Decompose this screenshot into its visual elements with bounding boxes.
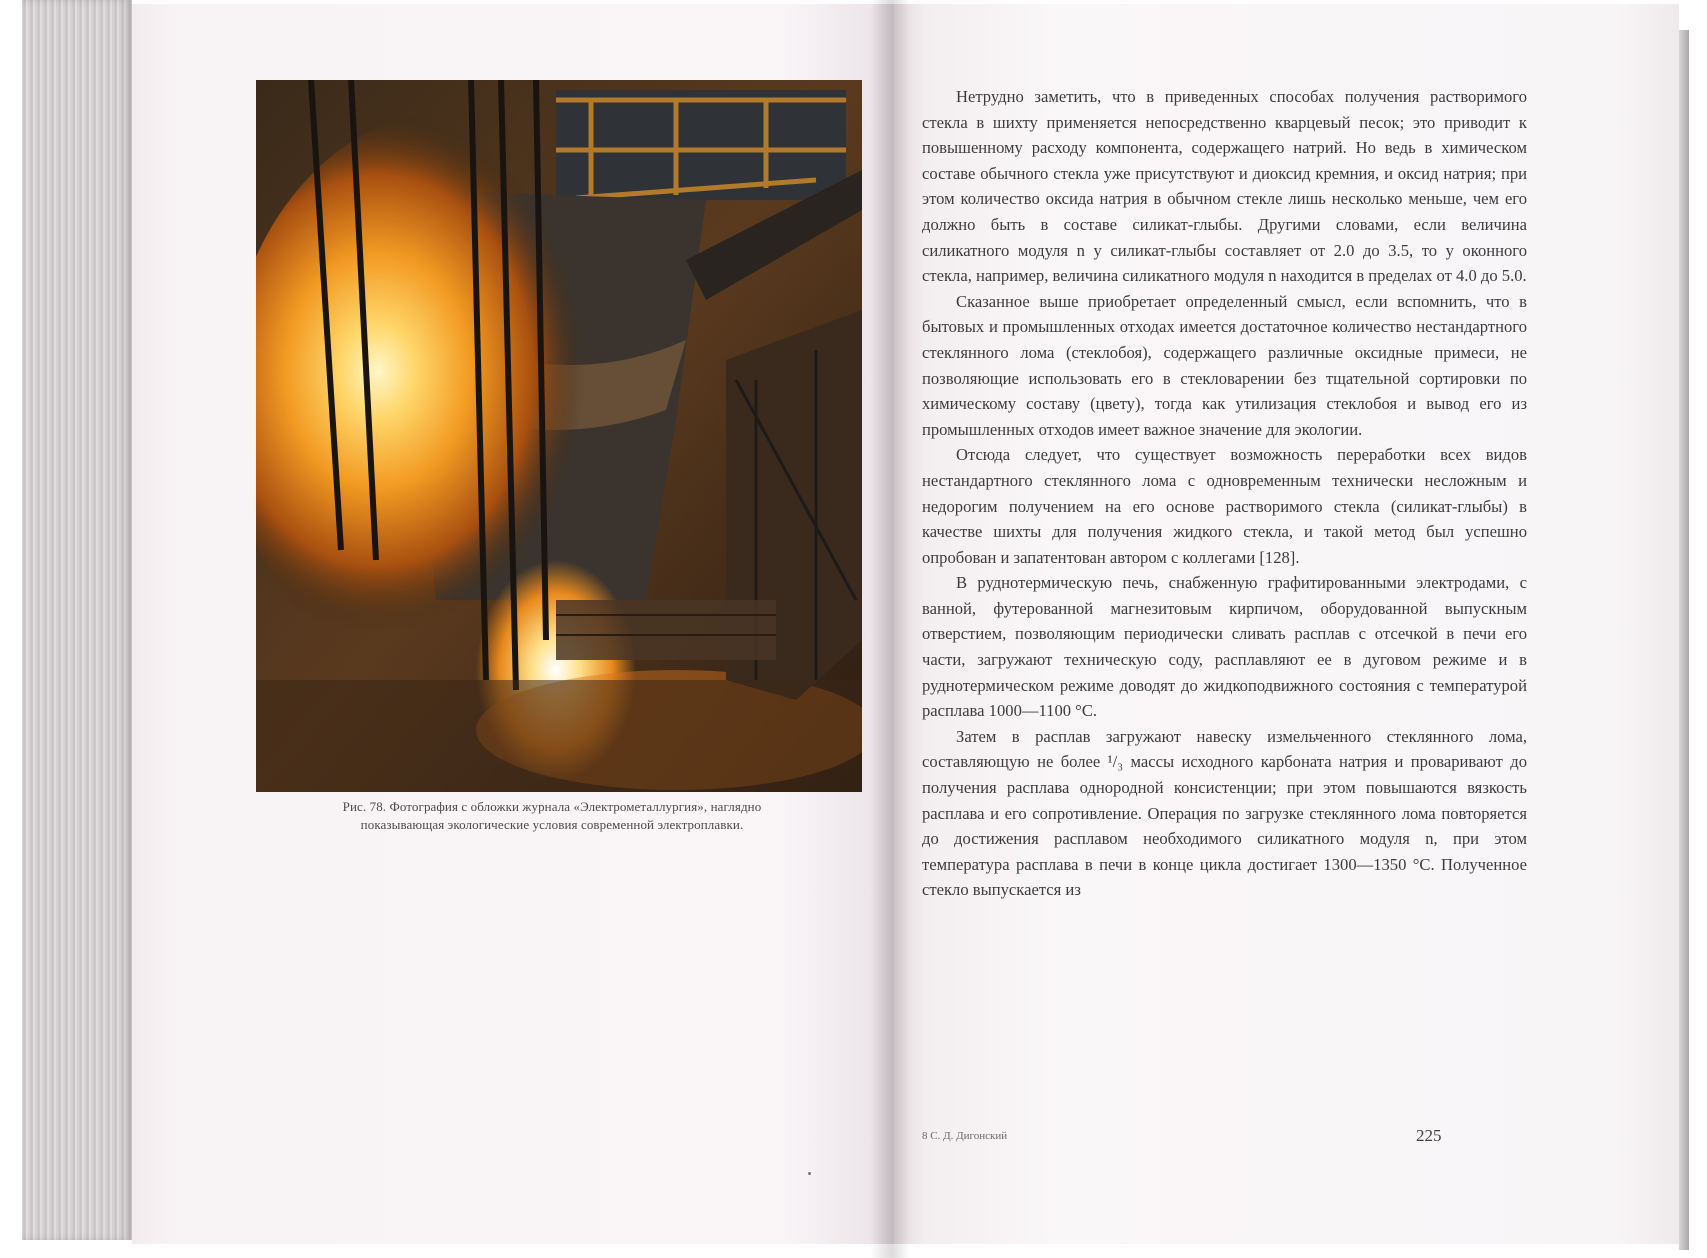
paragraph-1: Нетрудно заметить, что в приведенных способах получения растворимого стекла в шихту применяется непосредственно кварцевый песок; это приводит к повышенному расходу компонента, содержащего натрий. Но ведь в химическом составе обычного стекла уже присутствуют и диоксид кремния, и оксид натрия; при этом количество оксида натрия в обычном стекле лишь несколько меньше, чем его должно быть в составе силикат-глыбы. Другими словами, если величина силикатного модуля n у силикат-глыбы составляет от 2.0 до 3.5, то у оконного стекла, например, величина силикатного модуля n находится в пределах от 4.0 до 5.0. (922, 87, 1527, 286)
page-number: 225 (1416, 1126, 1442, 1145)
figure-caption (232, 798, 872, 834)
paragraph-2: Сказанное выше приобретает определенный смысл, если вспомнить, что в бытовых и промышленных отходах имеется достаточное количество нестандартного стеклянного лома (стеклобоя), содержащего различные оксидные примеси, не позволяющие использовать его в стекловарении без тщательной сортировки по химическому составу (цвету), тогда как утилизация стеклобоя и вывод его из промышленных отходов имеет важное значение для экологии. (922, 291, 1527, 439)
body-text (922, 84, 1527, 903)
caption-line-1: Рис. 78. Фотография с обложки журнала «Электрометаллургия», наглядно (342, 799, 762, 814)
footer-signature: 8 С. Д. Дигонский (922, 1130, 1008, 1142)
right-page-edge (1679, 30, 1689, 1250)
page-speck (808, 1172, 811, 1175)
page-stack-edge (22, 0, 132, 1240)
paragraph-5: Затем в расплав загружают навеску измельченного стеклянного лома, составляющую не более ¹/₃ массы исходного карбоната натрия и проваривают до получения расплава однородной консистенции; при этом повышаются вязкость расплава и его сопротивление. Операция по загрузке стеклянного лома повторяется до достижения расплавом необходимого силикатного модуля n, при этом температура расплава в печи в конце цикла достигает 1300—1350 °С. Полученное стекло выпускается из (922, 726, 1527, 900)
caption-line-2: показывающая экологические условия современной электроплавки. (360, 817, 744, 832)
paragraph-4: В руднотермическую печь, снабженную графитированными электродами, с ванной, футерованной магнезитовым кирпичом, оборудованной выпускным отверстием, позволяющим периодически сливать расплав с отсечкой в печи его части, загружают техническую соду, расплавляют ее в дуговом режиме и в руднотермическом режиме доводят до жидкоподвижного состояния с температурой расплава 1000—1100 °С. (922, 573, 1527, 721)
furnace-photo-illustration (256, 80, 862, 792)
furnace-photo (256, 80, 862, 792)
book-spine-shadow (870, 0, 910, 1258)
paragraph-3: Отсюда следует, что существует возможность переработки всех видов нестандартного стеклянного лома с одновременным технически несложным и недорогим получением на его основе растворимого стекла (силикат-глыбы) в качестве шихты для получения жидкого стекла, и такой метод был успешно опробован и запатентован автором с коллегами [128]. (922, 445, 1527, 567)
